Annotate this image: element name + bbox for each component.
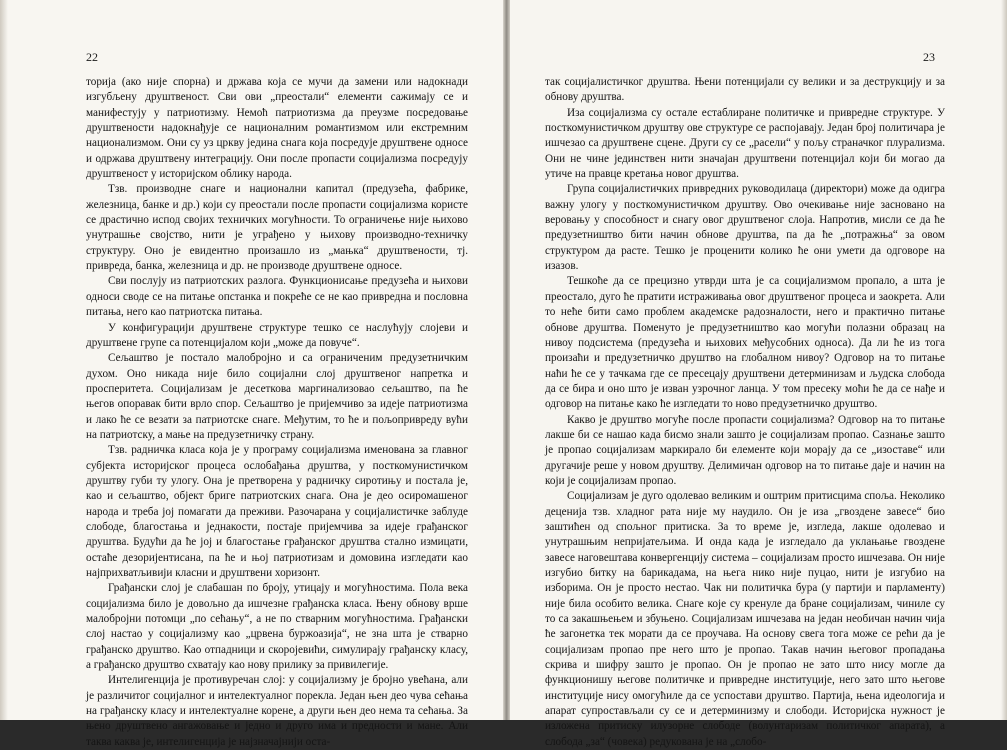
left-page (0, 0, 503, 748)
paragraph: Социјализам је дуго одолевао великим и оштрим притисцима споља. Неколико деценија тзв. хладног рата није му наудило. Он је иза „гвоздене завесе“ био заштићен од спољног притиска. За то време је, изгледа, лакше одолевао и унутрашњим непријатељима. И онда када је изгледало да уклањање гвоздене завесе наговештава конвергенцију система – социјализам просто ишчезава. Он није изгубио битку на барикадама, на њега нико није пуцао, нити је изгубио на изборима. Он је просто нестао. Чак ни политичка бура (у партији и парламенту) није била особито велика. Снаге које су кренуле да бране социјализам, чиниле су то са закашњењем и збуњено. Социјализам ишчезава на један необичан начин чија ће загонетка тек морати да се проучава. На основу свега тога може се рећи да је социјализам пропао пре него што је пропао. Такав начин његовог пропадања скрива и шифру зашто је пропао. Он је пропао не зато што нису могле да функционишу његове политичке и привредне институције, него зато што његове институције нису омогућиле да се успостави друштво. Партија, њена идеологија и апарат супростављали су се и детерминизму и слободи. Историјска нужност је изложена притиску илузорне слободе (волунтаризам политичког апарата), а слобода „за“ (човека) редукована је на „слобо- (545, 490, 945, 748)
page-number-right: 23 (923, 50, 935, 64)
paragraph: Грађански слој је слабашан по броју, утицају и могућностима. Пола века социјализма било је довољно да ишчезне грађанска класа. Њену обнову врше малобројни потомци „по сећању“, а не по стварним могућностима. Грађански слој настао у социјализму као „црвена буржоазија“, не зна шта је стварно грађанско друштво. Као отпадници и скоројевићи, симулирају грађанску класу, а грађанско друштво схватају као нову прилику за привилегије. (86, 582, 468, 672)
paragraph: Какво је друштво могуће после пропасти социјализма? Одговор на то питање лакше би се нашао када бисмо знали зашто је социјализам пропао. Сазнање зашто је пропао социјализам маркирало би елементе који морају да се „изоставе“ или другачије реше у новом друштву. Делимичан одговор на то питање даје и начин на који је социјализам пропао. (545, 413, 945, 487)
paragraph: Тешкоће да се прецизно утврди шта је са социјализмом пропало, а шта је преостало, дуго ће пратити истраживања овог друштвеног процеса и заокрета. Али то неће бити само проблем академске радозналости, него и практично питање обнове друштва. Поменуто је предузетништво као могући полазни образац на нивоу подсистема (предузећа и њихових међусобних односа). Да ли ће из тога произаћи и предузетничко друштво на глобалном нивоу? Одговор на то питање наћи ће се у тачкама где се пресецају друштвени детерминизам и људска слобода да се бира и оно што је изван узрочног ланца. У том пресеку моћи ће да се нађе и одговор на питање како ће изгледати то ново предузетничко друштво. (545, 275, 945, 411)
book-spine (503, 0, 510, 720)
paragraph: так социјалистичког друштва. Њени потенцијали су велики и за деструкцију и за обнову друштва. (545, 76, 945, 104)
page-edge-left (0, 0, 8, 720)
paragraph: Група социјалистичких привредних руководилаца (директори) може да одигра важну улогу у посткомунистичком друштву. Ово очекивање није засновано на веровању у способност и снагу овог друштвеног слоја. Напротив, мисли се да ће предузетништво бити начин обнове друштва, па да ће „потражња“ за овом структуром да расте. Тешко је проценити колико ће они умети да одговоре на изазов. (545, 183, 945, 273)
paragraph: торија (ако није спорна) и држава која се мучи да замени или надокнади изгубљену друштвеност. Сви ови „преостали“ елементи сажимају се и манифестују у патриотизму. Немоћ патриотизма да преузме посредовање друштвености надокнађује се националним романтизмом или екстремним национализмом. Они су уз цркву једина снага која посредује друштвене односе и одржава друштвену интеграцију. Они после пропасти социјализма посредују друштвеност у историјском облику народа. (86, 76, 468, 181)
paragraph: Тзв. радничка класа која је у програму социјализма именована за главног субјекта историјског процеса ослобађања друштва, у посткомунистичком друштву губи ту улогу. Она је претворена у радничку сиротињу и постала је, као и сељаштво, објект бриге патриотских снага. Она је део осиромашеног народа и треба јој помагати да преживи. Разочарана у социјалистичке заблуде слободе, благостања и једнакости, постаје пријемчива за идеје грађанског друштва. Будући да ће јој и благостање грађанског друштва стално измицати, остаће дезоријентисана, па ће и њој патриотизам и домовина изгледати као најприхватљивији класни и друштвени хоризонт. (86, 444, 468, 579)
paragraph: Сељаштво је постало малобројно и са ограниченим предузетничким духом. Оно никада није било социјални слој друштвеног напретка и просперитета. Социјализам је десеткова маргинализовао сељаштво, па ће његов опоравак бити врло спор. Сељаштво је пријемчиво за идеје патриотизма и лако ће се везати за патриотске снаге. Међутим, то ће и пољопривреду вући на патриотску, а мање на предузетничку страну. (86, 352, 468, 441)
left-page-text (86, 75, 468, 750)
paragraph: Тзв. производне снаге и национални капитал (предузећа, фабрике, железница, банке и др.) који су преостали после пропасти социјализма користе се драстично испод својих техничких могућности. То ограничење није њихово унутрашње својство, нити је уграђено у њихову производно-техничку структуру. Оно је евидентно произашло из „мањка“ друштвености, тј. привреда, банка, железница и др. не производе друштвене односе. (86, 183, 468, 273)
page-edge-right (1001, 0, 1007, 720)
paragraph: Сви послују из патриотских разлога. Функционисање предузећа и њихови односи своде се на питање опстанка и покреће се не као привредна и пословна питања, него као патриотска питања. (86, 275, 468, 319)
right-page (510, 0, 1007, 748)
paragraph: У конфигурацији друштвене структуре тешко се наслућују слојеви и друштвене групе са потенцијалом који „може да повуче“. (86, 321, 468, 349)
right-page-text (545, 75, 945, 750)
paragraph: Иза социјализма су остале естаблиране политичке и привредне структуре. У посткомунистичком друштву ове структуре се распојавају. Један број политичара је ишчезао са друштвене сцене. Други су се „расели“ у пољу страначког плурализма. Они не чине јединствен нити значајан друштвени потенцијал који би могао да утиче на правце кретања новог друштва. (545, 106, 945, 181)
paragraph: Интелигенција је противуречан слој: у социјализму је бројно увећана, али је различитог социјалног и интелектуалног порекла. Један њен део чува сећања на грађанску класу и интелектуалне корене, а други њен део нема та сећања. За њено друштвено ангажовање и једно и друго има и предности и мане. Али таква каква је, интелигенција је најзначајнији оста- (86, 674, 468, 748)
page-number-left: 22 (86, 50, 98, 64)
